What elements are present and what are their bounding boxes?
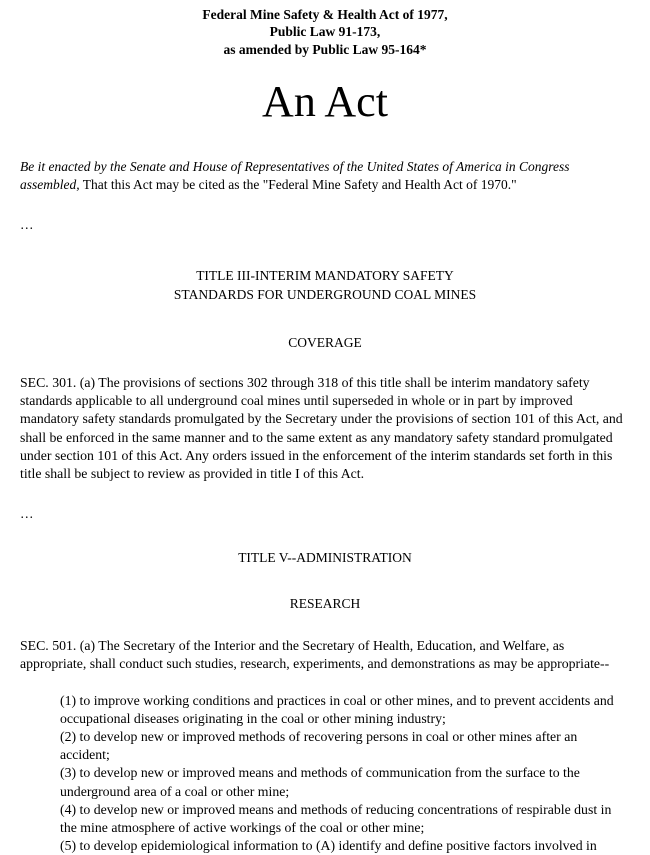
title-iii-line-1: TITLE III-INTERIM MANDATORY SAFETY [196, 268, 454, 284]
enacting-clause-regular: That this Act may be cited as the "Federal Mine Safety and Health Act of 1970." [79, 177, 517, 192]
section-501-paragraph: SEC. 501. (a) The Secretary of the Interior and the Secretary of Health, Education, and Welfare, as appropriate, shall conduct such studies, research, experiments, and demonstrations as may be appropriate-- [20, 638, 610, 672]
list-item: (5) to develop epidemiological information to (A) identify and define positive factors involved in [60, 838, 597, 854]
research-heading: RESEARCH [289, 596, 361, 611]
header-line-1: Federal Mine Safety & Health Act of 1977, [202, 7, 448, 22]
enacting-clause [20, 158, 630, 194]
document-header [20, 6, 630, 58]
list-item: (1) to improve working conditions and practices in coal or other mines, and to prevent accidents and occupational diseases originating in the coal or other mining industry; [60, 692, 614, 726]
enacting-clause-italic: Be it enacted by the Senate and House of Representatives of the United States of America in Congress assembled, [20, 159, 570, 192]
title-iii-line-2: STANDARDS FOR UNDERGROUND COAL MINES [173, 286, 477, 302]
title-v-heading: TITLE V--ADMINISTRATION [238, 549, 412, 565]
coverage-heading: COVERAGE [288, 334, 362, 350]
list-item: (2) to develop new or improved methods of recovering persons in coal or other mines after an accident; [60, 729, 578, 763]
section-301-paragraph: SEC. 301. (a) The provisions of sections 302 through 318 of this title shall be interim mandatory safety standards applicable to all underground coal mines until superseded in whole or in part by improved mandatory safety standards promulgated by the Secretary under the provisions of section 101 of this Act, and shall be enforced in the same manner and to the same extent as any mandatory safety standard promulgated under section 101 of this Act. Any orders issued in the enforcement of the interim standards set forth in this title shall be subject to review as provided in title I of this Act. [20, 375, 623, 482]
list-item: (4) to develop new or improved means and methods of reducing concentrations of respirable dust in the mine atmosphere of active workings of the coal or other mine; [60, 801, 612, 836]
ellipsis-2: … [20, 506, 34, 522]
ellipsis-1: … [20, 216, 34, 232]
act-title: An Act [262, 76, 388, 126]
title-iii-heading [20, 267, 630, 303]
header-line-2: Public Law 91-173, [269, 24, 381, 40]
list-item: (3) to develop new or improved means and methods of communication from the surface to the underground area of a coal or other mine; [60, 765, 580, 799]
section-501-list [20, 692, 630, 855]
header-line-3: as amended by Public Law 95-164* [223, 41, 427, 57]
